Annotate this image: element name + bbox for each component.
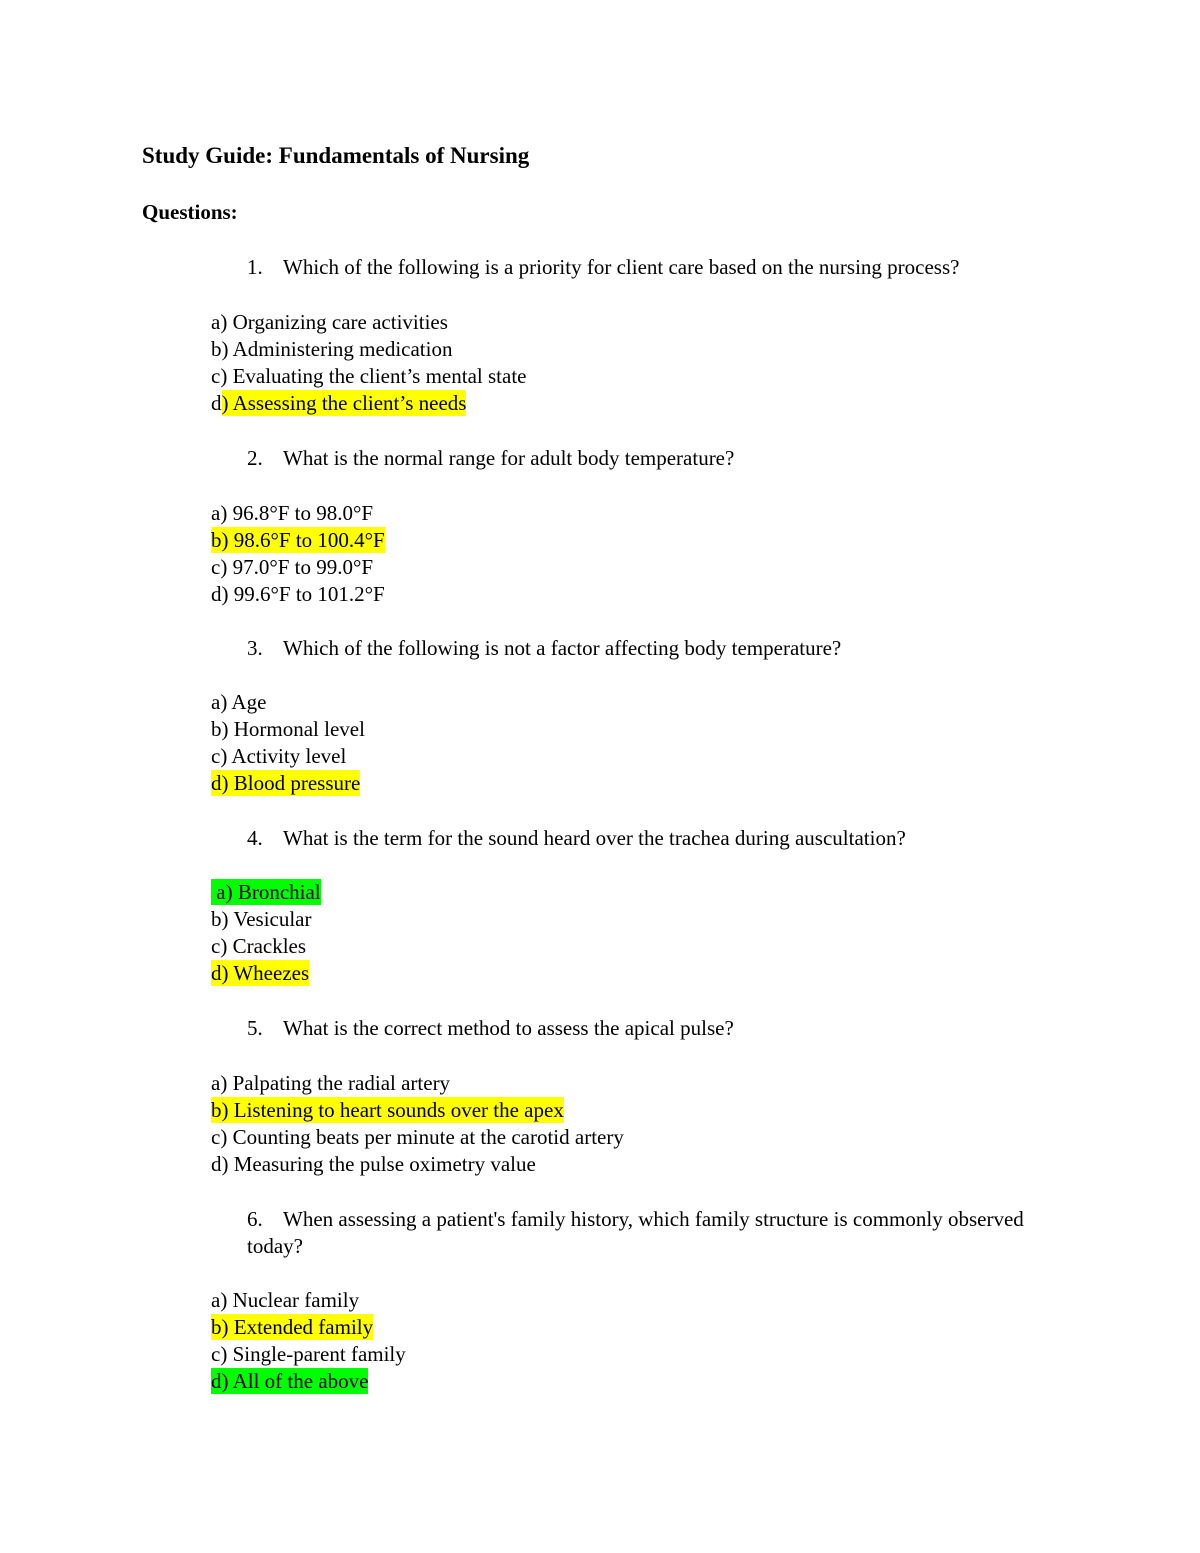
option-d <box>211 1368 406 1395</box>
question-3 <box>247 635 1047 662</box>
question-text: When assessing a patient's family history, which family structure is commonly observed today? <box>247 1207 1024 1258</box>
question-6 <box>247 1206 1037 1260</box>
option-text: a) Organizing care activities <box>211 310 448 334</box>
options-list-2 <box>211 500 385 608</box>
question-number: 3. <box>247 636 263 660</box>
option-text: c) Single-parent family <box>211 1342 406 1366</box>
option-text: c) Crackles <box>211 934 307 958</box>
option-a <box>211 1287 406 1314</box>
option-a <box>211 689 365 716</box>
question-number: 1. <box>247 255 263 279</box>
question-number: 4. <box>247 826 263 850</box>
options-list-4 <box>211 879 321 987</box>
option-text-highlighted: b) Listening to heart sounds over the apex <box>211 1098 564 1122</box>
option-b <box>211 336 526 363</box>
option-d <box>211 390 526 417</box>
option-text-highlighted: a) Bronchial <box>211 880 321 904</box>
question-4 <box>247 825 1047 852</box>
question-text: What is the term for the sound heard over the trachea during auscultation? <box>283 826 906 850</box>
option-b <box>211 1097 624 1124</box>
option-text-highlighted: b) 98.6°F to 100.4°F <box>211 528 385 552</box>
option-c <box>211 1124 624 1151</box>
option-text: a) Age <box>211 690 267 714</box>
option-c <box>211 933 321 960</box>
option-text: c) 97.0°F to 99.0°F <box>211 555 374 579</box>
question-1 <box>247 254 1047 281</box>
question-text: Which of the following is not a factor affecting body temperature? <box>283 636 842 660</box>
options-list-3 <box>211 689 365 797</box>
option-text: b) Administering medication <box>211 337 453 361</box>
document-title: Study Guide: Fundamentals of Nursing <box>142 143 530 168</box>
option-b <box>211 527 385 554</box>
option-text: a) 96.8°F to 98.0°F <box>211 501 374 525</box>
option-prefix: d <box>211 391 222 415</box>
option-d <box>211 770 365 797</box>
question-text: What is the normal range for adult body temperature? <box>283 446 735 470</box>
option-text: c) Activity level <box>211 744 347 768</box>
option-c <box>211 1341 406 1368</box>
question-text: What is the correct method to assess the apical pulse? <box>283 1016 734 1040</box>
option-text: a) Palpating the radial artery <box>211 1071 451 1095</box>
option-text: c) Evaluating the client’s mental state <box>211 364 527 388</box>
question-5 <box>247 1015 1047 1042</box>
option-text: d) Measuring the pulse oximetry value <box>211 1152 536 1176</box>
options-list-5 <box>211 1070 624 1178</box>
option-b <box>211 1314 406 1341</box>
option-text-highlighted: b) Extended family <box>211 1315 374 1339</box>
option-text-highlighted: d) Wheezes <box>211 961 310 985</box>
options-list-6 <box>211 1287 406 1395</box>
option-d <box>211 581 385 608</box>
option-text: b) Vesicular <box>211 907 312 931</box>
option-b <box>211 906 321 933</box>
option-a <box>211 1070 624 1097</box>
option-text-highlighted: d) Blood pressure <box>211 771 361 795</box>
options-list-1 <box>211 309 526 417</box>
option-text: d) 99.6°F to 101.2°F <box>211 582 385 606</box>
question-number: 6. <box>247 1207 263 1231</box>
option-a <box>211 500 385 527</box>
option-c <box>211 554 385 581</box>
option-text: c) Counting beats per minute at the carotid artery <box>211 1125 624 1149</box>
question-number: 5. <box>247 1016 263 1040</box>
question-text: Which of the following is a priority for client care based on the nursing process? <box>283 255 960 279</box>
option-text-highlighted: d) All of the above <box>211 1369 369 1393</box>
option-text: a) Nuclear family <box>211 1288 360 1312</box>
option-d <box>211 1151 624 1178</box>
option-a <box>211 309 526 336</box>
option-c <box>211 363 526 390</box>
option-text-highlighted: ) Assessing the client’s needs <box>221 391 467 415</box>
option-text: b) Hormonal level <box>211 717 365 741</box>
option-a <box>211 879 321 906</box>
option-d <box>211 960 321 987</box>
question-number: 2. <box>247 446 263 470</box>
question-2 <box>247 445 1047 472</box>
option-c <box>211 743 365 770</box>
questions-heading: Questions: <box>142 200 238 224</box>
option-b <box>211 716 365 743</box>
